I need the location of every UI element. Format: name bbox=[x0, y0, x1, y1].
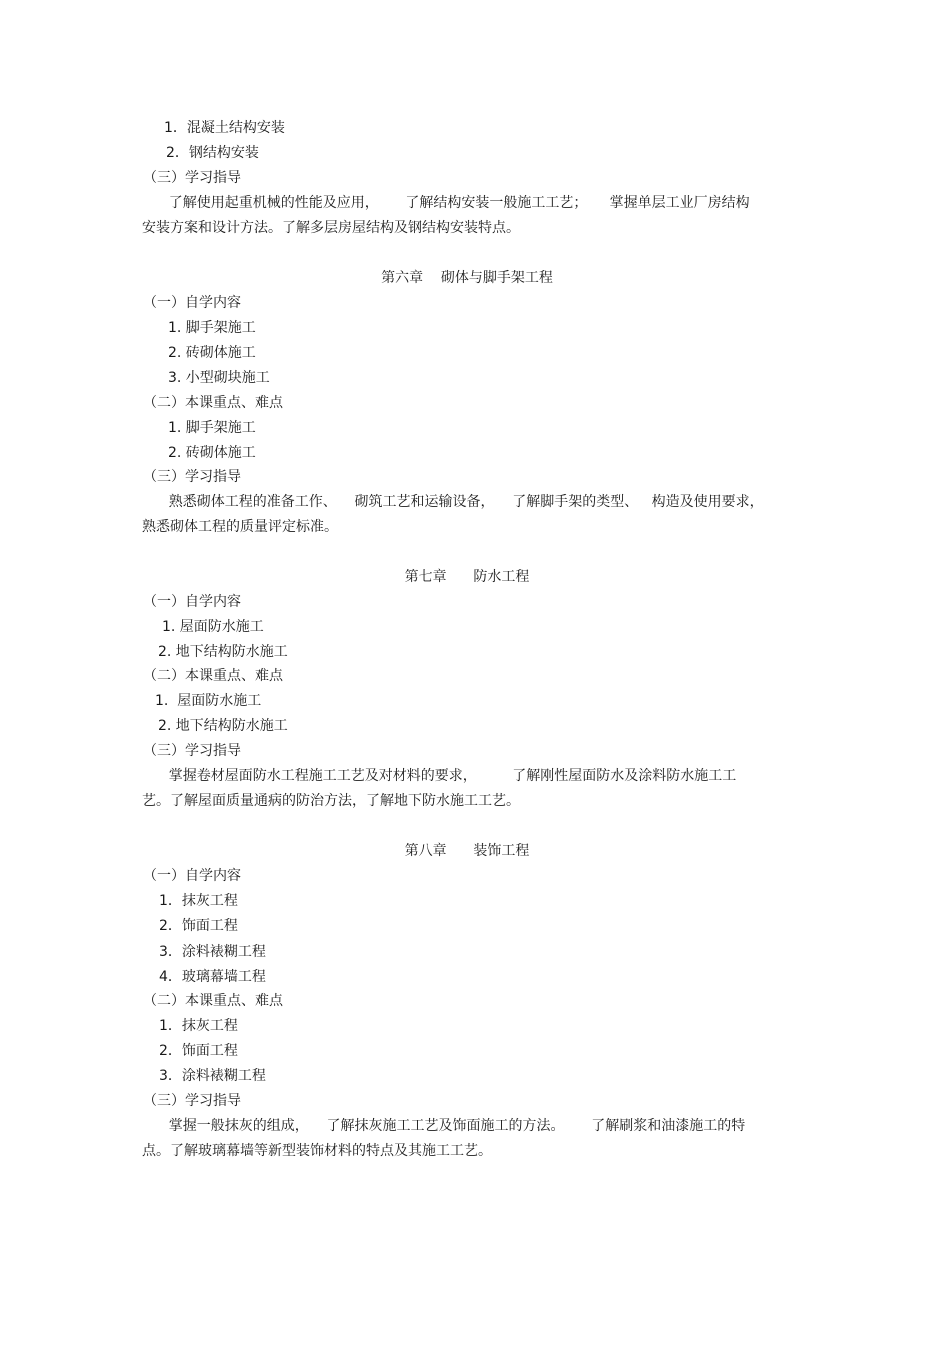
chapter-6-title: 第六章 砌体与脚手架工程 bbox=[381, 270, 553, 286]
ch7-self-study-item: 2. 地下结构防水施工 bbox=[158, 644, 288, 660]
sec5-guide-line-2: 安装方案和设计方法。了解多层房屋结构及钢结构安装特点。 bbox=[142, 220, 520, 236]
chapter-8-title: 第八章 装饰工程 bbox=[404, 843, 530, 859]
ch6-guide-line-2: 熟悉砌体工程的质量评定标准。 bbox=[142, 519, 338, 535]
ch8-self-study-item: 1．抹灰工程 bbox=[159, 893, 238, 909]
ch7-self-study-heading: （一）自学内容 bbox=[143, 594, 241, 610]
ch8-guide-heading: （三）学习指导 bbox=[143, 1093, 241, 1109]
ch8-guide-line-1: 掌握一般抹灰的组成， 了解抹灰施工工艺及饰面施工的方法。 了解刷浆和油漆施工的特 bbox=[142, 1118, 746, 1134]
ch6-key-item: 1. 脚手架施工 bbox=[168, 420, 256, 436]
ch6-self-study-heading: （一）自学内容 bbox=[143, 295, 241, 311]
chapter-7-title: 第七章 防水工程 bbox=[404, 569, 530, 585]
ch6-self-study-item: 1. 脚手架施工 bbox=[168, 320, 256, 336]
sec5-guide-line-1: 了解使用起重机械的性能及应用， 了解结构安装一般施工工艺； 掌握单层工业厂房结构 bbox=[142, 195, 750, 211]
ch6-self-study-item: 2. 砖砌体施工 bbox=[168, 345, 256, 361]
ch8-self-study-item: 2．饰面工程 bbox=[159, 918, 238, 934]
ch8-self-study-heading: （一）自学内容 bbox=[143, 868, 241, 884]
ch7-guide-heading: （三）学习指导 bbox=[143, 743, 241, 759]
ch7-key-heading: （二）本课重点、难点 bbox=[143, 668, 283, 684]
ch8-guide-line-2: 点。了解玻璃幕墙等新型装饰材料的特点及其施工工艺。 bbox=[142, 1143, 492, 1159]
ch7-key-item: 1. 屋面防水施工 bbox=[155, 693, 262, 709]
ch8-key-item: 1．抹灰工程 bbox=[159, 1018, 238, 1034]
ch8-key-item: 3．涂料裱糊工程 bbox=[159, 1068, 266, 1084]
ch7-guide-line-1: 掌握卷材屋面防水工程施工工艺及对材料的要求， 了解刚性屋面防水及涂料防水施工工 bbox=[142, 768, 737, 784]
sec5-item-1: 1．混凝土结构安装 bbox=[164, 120, 285, 136]
ch6-key-item: 2. 砖砌体施工 bbox=[168, 445, 256, 461]
ch7-guide-line-2: 艺。了解屋面质量通病的防治方法，了解地下防水施工工艺。 bbox=[142, 793, 520, 809]
sec5-guide-heading: （三）学习指导 bbox=[143, 170, 241, 186]
ch7-self-study-item: 1. 屋面防水施工 bbox=[162, 619, 264, 635]
ch6-self-study-item: 3. 小型砌块施工 bbox=[168, 370, 270, 386]
ch6-guide-heading: （三）学习指导 bbox=[143, 469, 241, 485]
ch8-self-study-item: 4．玻璃幕墙工程 bbox=[159, 969, 266, 985]
ch8-key-heading: （二）本课重点、难点 bbox=[143, 993, 283, 1009]
ch8-key-item: 2．饰面工程 bbox=[159, 1043, 238, 1059]
ch6-key-heading: （二）本课重点、难点 bbox=[143, 395, 283, 411]
ch8-self-study-item: 3．涂料裱糊工程 bbox=[159, 944, 266, 960]
ch6-guide-line-1: 熟悉砌体工程的准备工作、 砌筑工艺和运输设备， 了解脚手架的类型、 构造及使用要求， bbox=[142, 494, 764, 510]
ch7-key-item: 2. 地下结构防水施工 bbox=[158, 718, 288, 734]
sec5-item-2: 2．钢结构安装 bbox=[166, 145, 259, 161]
